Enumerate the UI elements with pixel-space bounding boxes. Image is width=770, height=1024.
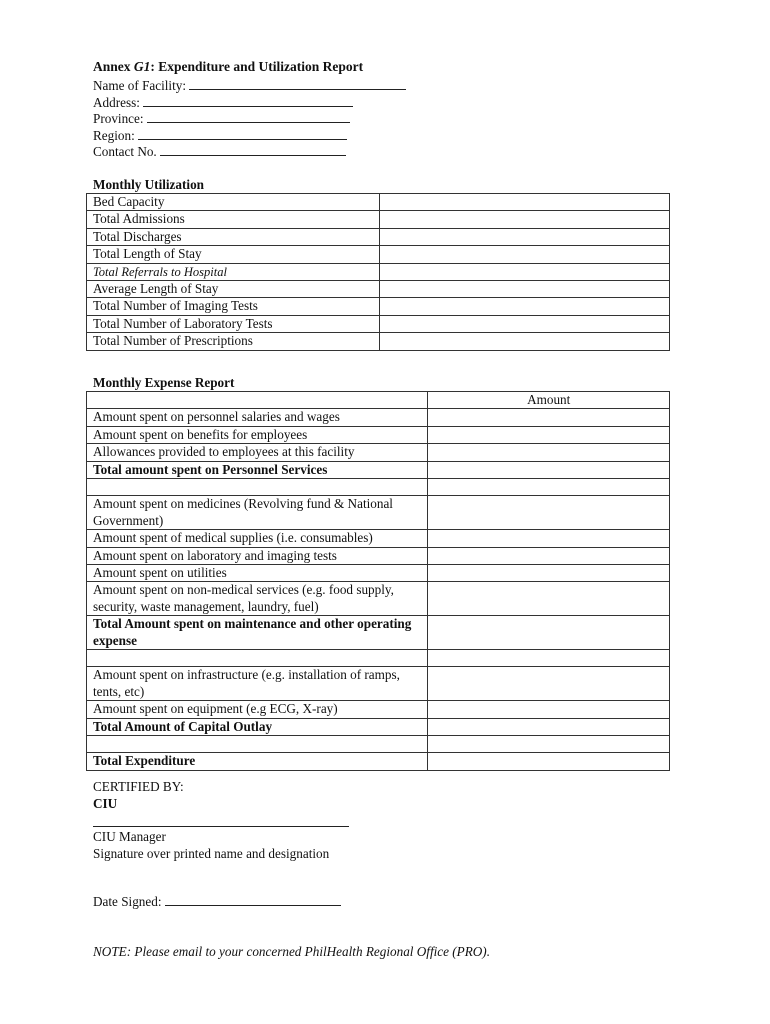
- mooe-total-input[interactable]: [428, 616, 670, 650]
- facility-name-line[interactable]: [189, 79, 406, 90]
- table-row: Total Expenditure: [87, 753, 670, 770]
- table-row: Total Admissions: [87, 211, 670, 228]
- table-row: Total Amount of Capital Outlay: [87, 718, 670, 735]
- expense-heading: Monthly Expense Report: [93, 375, 235, 390]
- benefits-amount-input[interactable]: [428, 426, 670, 443]
- bed-capacity-input[interactable]: [379, 194, 669, 211]
- capital-outlay-total-input[interactable]: [428, 718, 670, 735]
- region-line[interactable]: [138, 129, 347, 140]
- expense-table: [86, 391, 670, 771]
- table-row: Total amount spent on Personnel Services: [87, 461, 670, 478]
- table-row: Amount spent of medical supplies (i.e. consumables): [87, 530, 670, 547]
- total-admissions-input[interactable]: [379, 211, 669, 228]
- table-row: Amount spent on utilities: [87, 565, 670, 582]
- total-length-of-stay-input[interactable]: [379, 246, 669, 263]
- signature-line[interactable]: [93, 826, 349, 827]
- table-row: Average Length of Stay: [87, 281, 670, 298]
- total-discharges-input[interactable]: [379, 228, 669, 245]
- table-row: Amount spent on infrastructure (e.g. installation of ramps, tents, etc): [87, 667, 670, 701]
- report-title: Annex G1: Expenditure and Utilization Report: [93, 59, 364, 74]
- salaries-amount-input[interactable]: [428, 409, 670, 426]
- address-line[interactable]: [143, 96, 353, 107]
- table-row: Allowances provided to employees at this facility: [87, 444, 670, 461]
- prescriptions-input[interactable]: [379, 333, 669, 350]
- laboratory-tests-input[interactable]: [379, 315, 669, 332]
- table-row: Amount spent on medicines (Revolving fund & National Government): [87, 496, 670, 530]
- table-row: Amount spent on benefits for employees: [87, 426, 670, 443]
- amount-column-header: Amount: [428, 392, 670, 409]
- medical-supplies-amount-input[interactable]: [428, 530, 670, 547]
- non-medical-amount-input[interactable]: [428, 582, 670, 616]
- spacer-row: [87, 650, 670, 667]
- facility-name-field[interactable]: Name of Facility:: [93, 78, 406, 95]
- table-row: Bed Capacity: [87, 194, 670, 211]
- contact-field[interactable]: Contact No.: [93, 144, 406, 161]
- address-field[interactable]: Address:: [93, 95, 406, 112]
- equipment-amount-input[interactable]: [428, 701, 670, 718]
- table-row: Total Referrals to Hospital: [87, 263, 670, 280]
- date-signed-field[interactable]: Date Signed:: [93, 894, 341, 910]
- table-row: Amount spent on non-medical services (e.g. food supply, security, waste management, laundry, fuel): [87, 582, 670, 616]
- certification-block: [93, 779, 184, 812]
- signature-note: Signature over printed name and designation: [93, 845, 330, 861]
- table-row: Total Discharges: [87, 228, 670, 245]
- infrastructure-amount-input[interactable]: [428, 667, 670, 701]
- medicines-amount-input[interactable]: [428, 496, 670, 530]
- signatory-block: [93, 829, 329, 862]
- total-expenditure-input[interactable]: [428, 753, 670, 770]
- average-length-of-stay-input[interactable]: [379, 281, 669, 298]
- allowances-amount-input[interactable]: [428, 444, 670, 461]
- table-row: Total Length of Stay: [87, 246, 670, 263]
- province-line[interactable]: [147, 112, 350, 123]
- imaging-tests-input[interactable]: [379, 298, 669, 315]
- table-row: Total Number of Imaging Tests: [87, 298, 670, 315]
- spacer-row: [87, 736, 670, 753]
- table-header-row: [87, 392, 670, 409]
- contact-line[interactable]: [160, 145, 346, 156]
- certifying-unit: CIU: [93, 795, 118, 811]
- lab-imaging-amount-input[interactable]: [428, 547, 670, 564]
- utilization-table: [86, 193, 670, 351]
- facility-fields: [93, 78, 406, 161]
- date-signed-line[interactable]: [165, 895, 341, 906]
- annex-code: G1: [133, 59, 151, 74]
- table-row: Amount spent on laboratory and imaging tests: [87, 547, 670, 564]
- region-field[interactable]: Region:: [93, 128, 406, 145]
- total-referrals-input[interactable]: [379, 263, 669, 280]
- table-row: Total Number of Prescriptions: [87, 333, 670, 350]
- spacer-row: [87, 479, 670, 496]
- certified-by-label: CERTIFIED BY:: [93, 779, 184, 794]
- personnel-total-input[interactable]: [428, 461, 670, 478]
- utilities-amount-input[interactable]: [428, 565, 670, 582]
- table-row: Amount spent on equipment (e.g ECG, X-ray): [87, 701, 670, 718]
- utilization-heading: Monthly Utilization: [93, 177, 204, 192]
- table-row: Total Number of Laboratory Tests: [87, 315, 670, 332]
- province-field[interactable]: Province:: [93, 111, 406, 128]
- table-row: Total Amount spent on maintenance and other operating expense: [87, 616, 670, 650]
- footer-note: NOTE: Please email to your concerned PhilHealth Regional Office (PRO).: [93, 944, 490, 959]
- signatory-role: CIU Manager: [93, 829, 166, 844]
- table-row: Amount spent on personnel salaries and wages: [87, 409, 670, 426]
